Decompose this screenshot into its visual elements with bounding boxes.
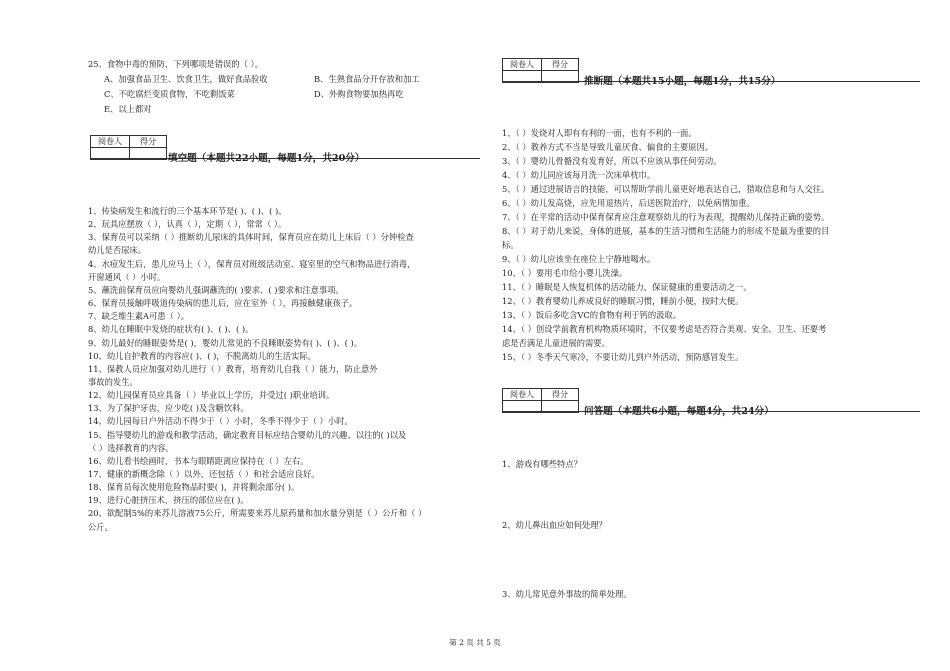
- fill-question-line: 1、传染病发生和流行的三个基本环节是( )、( )、( )。: [88, 206, 287, 216]
- judge-question-line: 5、（ ）通过进展语言的技能，可以帮助学前儿童更好地表达自己，猎取信息和与人交往。: [502, 184, 830, 194]
- fill-question-line: 16、幼儿看书绘画时，书本与眼睛距离应保持在（ ）左右。: [88, 455, 309, 466]
- judge-question-line: 8、（ ）对于幼儿来说，身体的进展，基本的生活习惯和生活能力的形成不是最为重要的目: [502, 226, 830, 236]
- fill-question-line: 3、保育员可以采纳（ ）推断幼儿尿床的具体时间，保育员应在幼儿上床后（ ）分钟检查: [88, 232, 414, 243]
- judge-question-line: 7、（ ）在平常的活动中保育保育应注意观察幼儿的行为表现，提醒幼儿保持正确的姿势。: [502, 212, 830, 222]
- grader-label: 阅卷人: [503, 389, 542, 401]
- fill-question-line: 13、为了保护牙齿，应少吃( )及含糖饮料。: [88, 403, 249, 414]
- fill-question-line: 幼儿是否尿床。: [88, 245, 147, 256]
- score-label: 得分: [542, 389, 579, 401]
- judge-question-line: 14、（ ）创设学前教育机构物质环境时，不仅要考虑是否符合美观、安全、卫生、还要考: [502, 324, 827, 334]
- question-25-option-b: B、生熟食品分开存放和加工: [314, 74, 420, 84]
- judge-question-line: 3、（ ）婴幼儿骨骼没有发育好，所以不应该从事任何劳动。: [502, 156, 722, 166]
- fill-question-line: 11、保教人员应加强对幼儿进行（ ）教育，培育幼儿自我（ ）能力，防止意外: [88, 363, 378, 374]
- fill-question-line: 20、欲配制5%的来苏儿溶液75公斤，所需要来苏儿原药量和加水量分别是（ ）公斤和（ ）: [88, 508, 427, 519]
- judge-question-line: 11、（ ）睡眠是人恢复机体的活动能力，保证健康的重要活动之一。: [502, 282, 752, 292]
- fill-question-line: 事故的发生。: [88, 376, 138, 387]
- fill-question-line: 19、进行心脏挤压术，挤压的部位应在( )。: [88, 495, 249, 506]
- judge-question-line: 15、（ ）冬季天气寒冷，不要让幼儿到户外活动，预防感冒发生。: [502, 352, 744, 362]
- page-footer: 第 2 页 共 5 页: [449, 638, 501, 647]
- fill-question-line: 4、水痘发生后，患儿应马上（ ），保育员对班级活动室、寝室里的空气和物品进行消毒，: [88, 258, 416, 269]
- qa-section-title: 问答题（本题共6小题，每题4分，共24分）: [584, 406, 774, 417]
- fill-question-line: 9、幼儿最好的睡眠姿势是( )，婴幼儿常见的不良睡眠姿势有( )、( )、( )。: [88, 337, 363, 348]
- fill-question-line: 17、健康的新概念除（ ）以外，还包括（ ）和社会适应良好。: [88, 469, 320, 479]
- fill-question-line: 6、保育员接触呼吸道传染病的患儿后，应在室外（ ），再接触健康孩子。: [88, 298, 358, 309]
- judge-question-line: 4、（ ）幼儿同应该每月洗一次床单枕巾。: [502, 170, 656, 180]
- judge-question-line: 2、（ ）教养方式不当是导致儿童厌食、偏食的主要原因。: [502, 142, 714, 152]
- qa-question-3: 3、幼儿常见意外事故的简单处理。: [502, 589, 632, 599]
- fill-question-line: 18、保育员每次使用危险物品时要( )，并将剩余部分( )。: [88, 482, 300, 493]
- score-label: 得分: [130, 136, 167, 148]
- judge-question-line: 6、（ ）幼儿发高烧，应先用退热片，后送医院治疗，以免病情加重。: [502, 198, 755, 208]
- judge-question-line: 1、（ ）发烧对人即有有利的一面，也有不利的一面。: [502, 128, 697, 138]
- judge-question-line: 10、（ ）要用毛巾给小婴儿洗澡。: [502, 268, 628, 278]
- qa-question-2: 2、幼儿鼻出血应如何处理？: [502, 520, 607, 530]
- fill-question-line: 7、缺乏维生素A可患（ ）。: [88, 311, 190, 322]
- fill-question-line: 2、玩具应摆放（ ），认真（ ），定期（ ），常常（ ）。: [88, 219, 287, 230]
- fill-section-title: 填空题（本题共22小题，每题1分，共20分）: [168, 153, 365, 164]
- question-25-option-a: A、加强食品卫生、饮食卫生，做好食品验收: [104, 74, 268, 84]
- question-25-option-e: E、以上都对: [104, 104, 152, 114]
- fill-question-line: 10、幼儿自护教育的内容应( )、( )，不脱离幼儿的生活实际。: [88, 350, 316, 361]
- score-box-fill: [90, 135, 167, 160]
- judge-question-line: 13、（ ）饭后多吃含VC的食物有利于钙的汲取。: [502, 310, 682, 320]
- qa-question-1: 1、游戏有哪些特点？: [502, 459, 582, 469]
- grader-label: 阅卷人: [91, 136, 130, 148]
- fill-question-line: （ ）选择教育的内容。: [88, 442, 174, 453]
- judge-question-line: 12、（ ）教育婴幼儿养成良好的睡眠习惯，睡前小便，按时大便。: [502, 296, 744, 306]
- judge-question-line: 9、（ ）幼儿应该坐在座位上宁静地喝水。: [502, 254, 656, 264]
- fill-question-line: 公斤。: [88, 521, 113, 532]
- question-25-stem: 25、食物中毒的预防，下列哪项是错误的（ ）。: [88, 59, 263, 69]
- score-label: 得分: [542, 59, 579, 71]
- judge-question-line: 虑是否满足儿童进展的需要。: [502, 338, 610, 348]
- fill-question-line: 12、幼儿园保育员应具备（ ）毕业以上学历，并受过( )职业培训。: [88, 390, 335, 401]
- question-25-option-d: D、外购食物要加热再吃: [314, 89, 404, 99]
- judge-section-title: 推断题（本题共15小题，每题1分，共15分）: [584, 76, 781, 87]
- fill-question-line: 15、指导婴幼儿的游戏和教学活动，确定教育目标应结合婴幼儿的兴趣、以往的( )以及: [88, 429, 407, 440]
- grader-label: 阅卷人: [503, 59, 542, 71]
- judge-question-line: 标。: [502, 240, 519, 250]
- score-box-qa: [502, 388, 579, 413]
- fill-question-line: 5、蘸洗前保育员应向婴幼儿强调蘸洗的( )要求、( )要求和注意事项。: [88, 284, 344, 295]
- fill-question-line: 8、幼儿在睡眠中发烧的症状有( )、( )、( )。: [88, 324, 254, 335]
- fill-question-line: 14、幼儿园每日户外活动不得少于（ ）小时，冬季不得少于（ ）小时。: [88, 416, 353, 427]
- question-25-option-c: C、不吃腐烂变质食物，不吃剩饭菜: [104, 89, 235, 99]
- fill-question-line: 开窗通风（ ）小时。: [88, 271, 166, 282]
- score-box-judge: [502, 58, 579, 83]
